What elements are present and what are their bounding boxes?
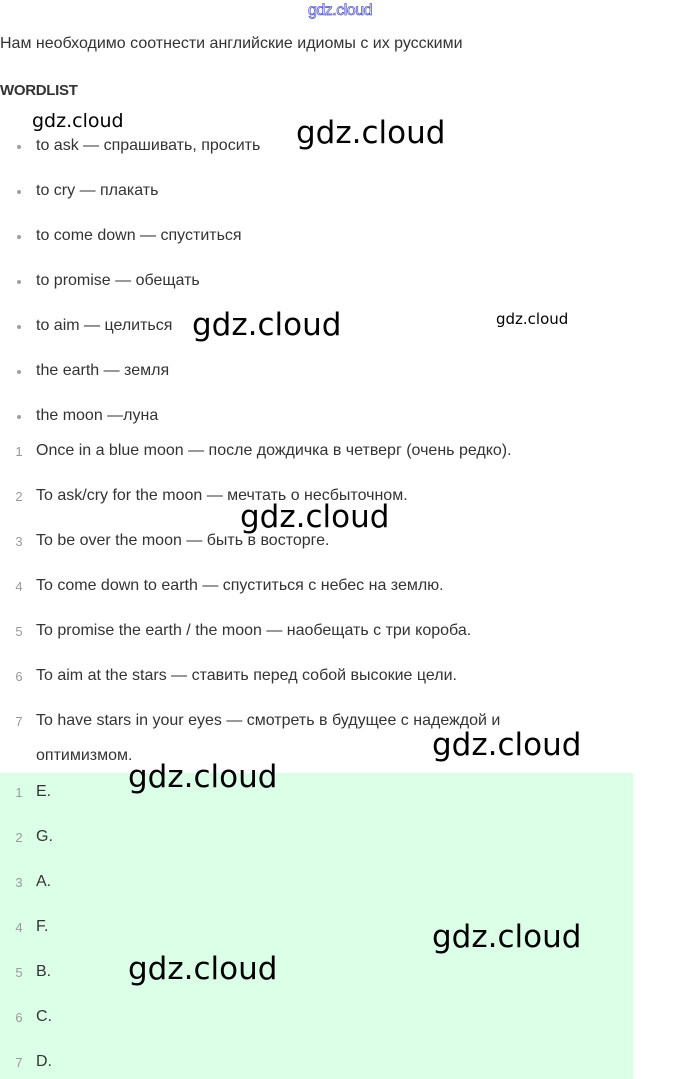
idiom-text: To ask/cry for the moon — мечтать о несбыточном. [36,487,408,504]
top-watermark: gdz.cloud [308,2,372,19]
answer-number: 4 [15,920,23,935]
wordlist-item-text: the moon —луна [36,407,159,424]
answer-number: 7 [15,1055,23,1070]
answer-text: A. [36,873,52,890]
wordlist-item-text: to cry — плакать [36,182,159,199]
idiom-number: 2 [15,489,23,504]
idiom-text: To be over the moon — быть в восторге. [36,532,330,549]
bullet-icon [17,325,21,329]
bullet-icon [17,415,21,419]
watermark: gdz.cloud [128,759,278,795]
watermark: gdz.cloud [432,919,582,955]
answer-number: 2 [15,830,23,845]
answer-text: E. [36,783,52,800]
wordlist-item-text: to ask — спрашивать, просить [36,137,261,154]
wordlist-item-text: to aim — целиться [36,317,173,334]
intro-text: Нам необходимо соотнести английские идиомы с их русскими [0,35,463,52]
idiom-number: 1 [15,444,23,459]
idiom-number: 5 [15,624,23,639]
idiom-text: To have stars in your eyes — смотреть в будущее с надеждой и оптимизмом. [36,712,501,764]
answer-text: G. [36,828,53,845]
idiom-text: Once in a blue moon — после дождичка в четверг (очень редко). [36,442,512,459]
watermark: gdz.cloud [296,115,446,151]
answer-number: 6 [15,1010,23,1025]
watermark: gdz.cloud [192,307,342,343]
idiom-number: 4 [15,579,23,594]
wordlist-item-text: the earth — земля [36,362,170,379]
idiom-number: 6 [15,669,23,684]
idiom-number: 7 [15,714,23,729]
bullet-icon [17,280,21,284]
idiom-text: To promise the earth / the moon — наобещать с три короба. [36,622,472,639]
watermark: gdz.cloud [32,110,124,132]
wordlist-item-text: to come down — спуститься [36,227,242,244]
answer-number: 1 [15,785,23,800]
answer-number: 3 [15,875,23,890]
idiom-text: To aim at the stars — ставить перед собой высокие цели. [36,667,457,684]
bullet-icon [17,190,21,194]
bullet-icon [17,370,21,374]
watermark: gdz.cloud [240,499,390,535]
answer-number: 5 [15,965,23,980]
bullet-icon [17,145,21,149]
watermark: gdz.cloud [496,310,569,328]
idiom-text: To come down to earth — спуститься с небес на землю. [36,577,444,594]
bullet-icon [17,235,21,239]
watermark: gdz.cloud [128,951,278,987]
answer-text: C. [36,1008,52,1025]
watermark: gdz.cloud [432,727,582,763]
wordlist-heading: WORDLIST [0,82,78,99]
answer-text: B. [36,963,52,980]
idiom-number: 3 [15,534,23,549]
wordlist-item-text: to promise — обещать [36,272,200,289]
answer-text: D. [36,1053,52,1070]
answer-text: F. [36,918,49,935]
